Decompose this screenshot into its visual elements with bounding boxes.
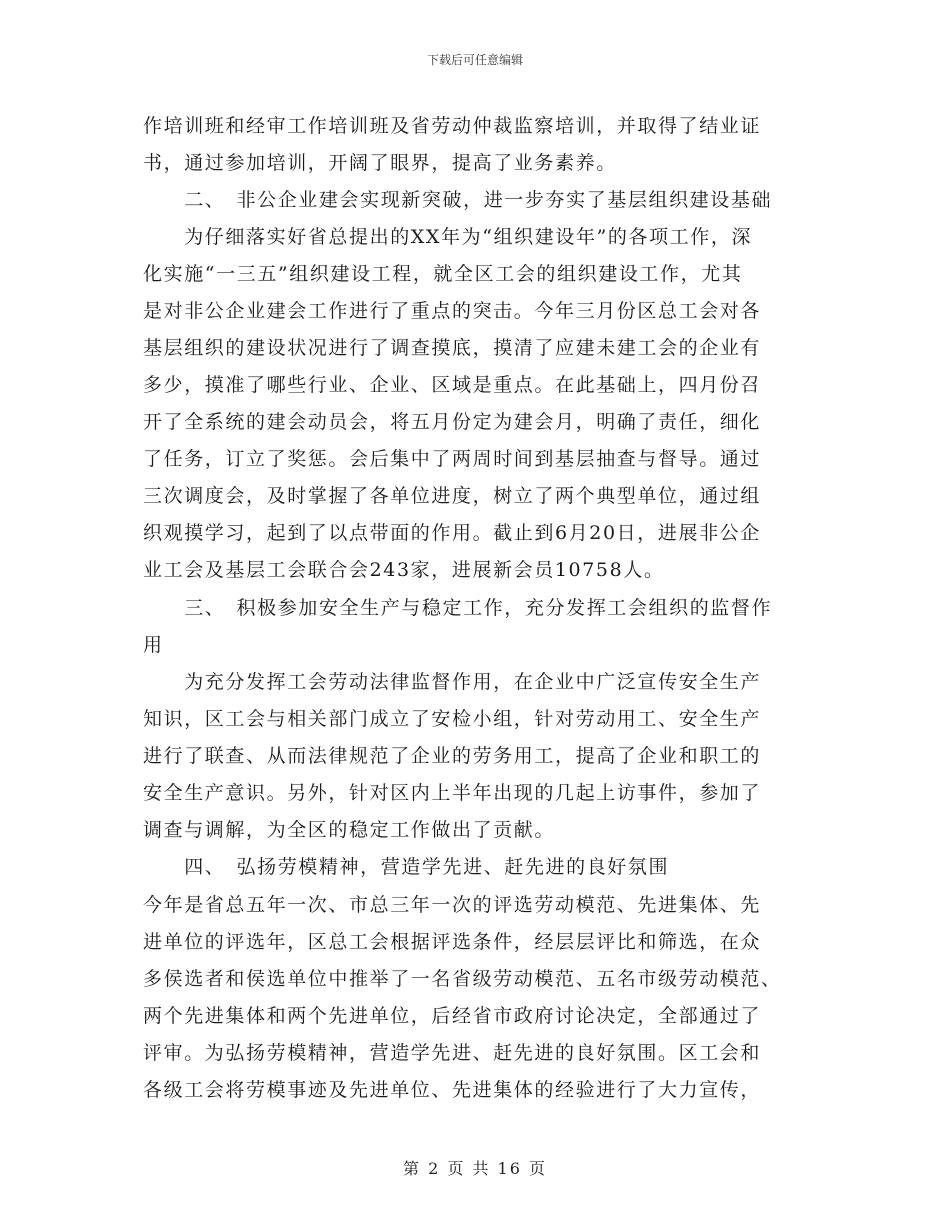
text-line: 为仔细落实好省总提出的XX年为“组织建设年”的各项工作，深 [143,226,753,248]
text-line: 了任务，订立了奖惩。会后集中了两周时间到基层抽查与督导。通过 [143,448,762,470]
text-line: 三次调度会，及时掌握了各单位进度，树立了两个典型单位，通过组 [143,485,762,507]
text-line: 化实施“一三五”组织建设工程，就全区工会的组织建设工作，尤其 [143,263,743,285]
text-line: 织观摸学习，起到了以点带面的作用。截止到6月20日，进展非公企 [143,522,761,544]
text-line: 是对非公企业建会工作进行了重点的突击。今年三月份区总工会对各 [143,300,762,322]
text-line: 评审。为弘扬劳模精神，营造学先进、赶先进的良好氛围。区工会和 [143,1042,762,1064]
text-line: 知识，区工会与相关部门成立了安检小组，针对劳动用工、安全生产 [143,708,762,730]
text-line: 基层组织的建设状况进行了调查摸底，摸清了应建未建工会的企业有 [143,337,762,359]
text-line: 安全生产意识。另外，针对区内上半年出现的几起上访事件，参加了 [143,782,762,804]
section-heading-cont: 用 [143,634,164,656]
text-line: 调查与调解，为全区的稳定工作做出了贡献。 [143,819,556,841]
text-line: 开了全系统的建会动员会，将五月份定为建会月，明确了责任，细化 [143,411,762,433]
page-number: 第 2 页 共 16 页 [403,1159,547,1178]
text-line: 为充分发挥工会劳动法律监督作用，在企业中广泛宣传安全生产 [143,671,762,693]
text-line: 多侯选者和侯选单位中推举了一名省级劳动模范、五名市级劳动模范、 [143,968,782,990]
section-heading: 二、 非公企业建会实现新突破，进一步夯实了基层组织建设基础 [143,189,773,211]
text-line: 业工会及基层工会联合会243家，进展新会员10758人。 [143,559,665,581]
text-line: 多少，摸准了哪些行业、企业、区域是重点。在此基础上，四月份召 [143,374,762,396]
text-line: 进单位的评选年，区总工会根据评选条件，经层层评比和筛选，在众 [143,931,762,953]
text-line: 两个先进集体和两个先进单位，后经省市政府讨论决定，全部通过了 [143,1005,762,1027]
text-line: 各级工会将劳模事迹及先进单位、先进集体的经验进行了大力宣传， [143,1079,762,1101]
section-heading: 四、 弘扬劳模精神，营造学先进、赶先进的良好氛围 [143,856,670,878]
section-heading: 三、 积极参加安全生产与稳定工作，充分发挥工会组织的监督作 [143,597,773,619]
text-line: 进行了联查、从而法律规范了企业的劳务用工，提高了企业和职工的 [143,745,762,767]
text-line: 作培训班和经审工作培训班及省劳动仲裁监察培训，并取得了结业证 [143,115,762,137]
text-line: 今年是省总五年一次、市总三年一次的评选劳动模范、先进集体、先 [143,894,762,916]
text-line: 书，通过参加培训，开阔了眼界，提高了业务素养。 [143,152,617,174]
page-header: 下载后可任意编辑 [426,53,523,67]
